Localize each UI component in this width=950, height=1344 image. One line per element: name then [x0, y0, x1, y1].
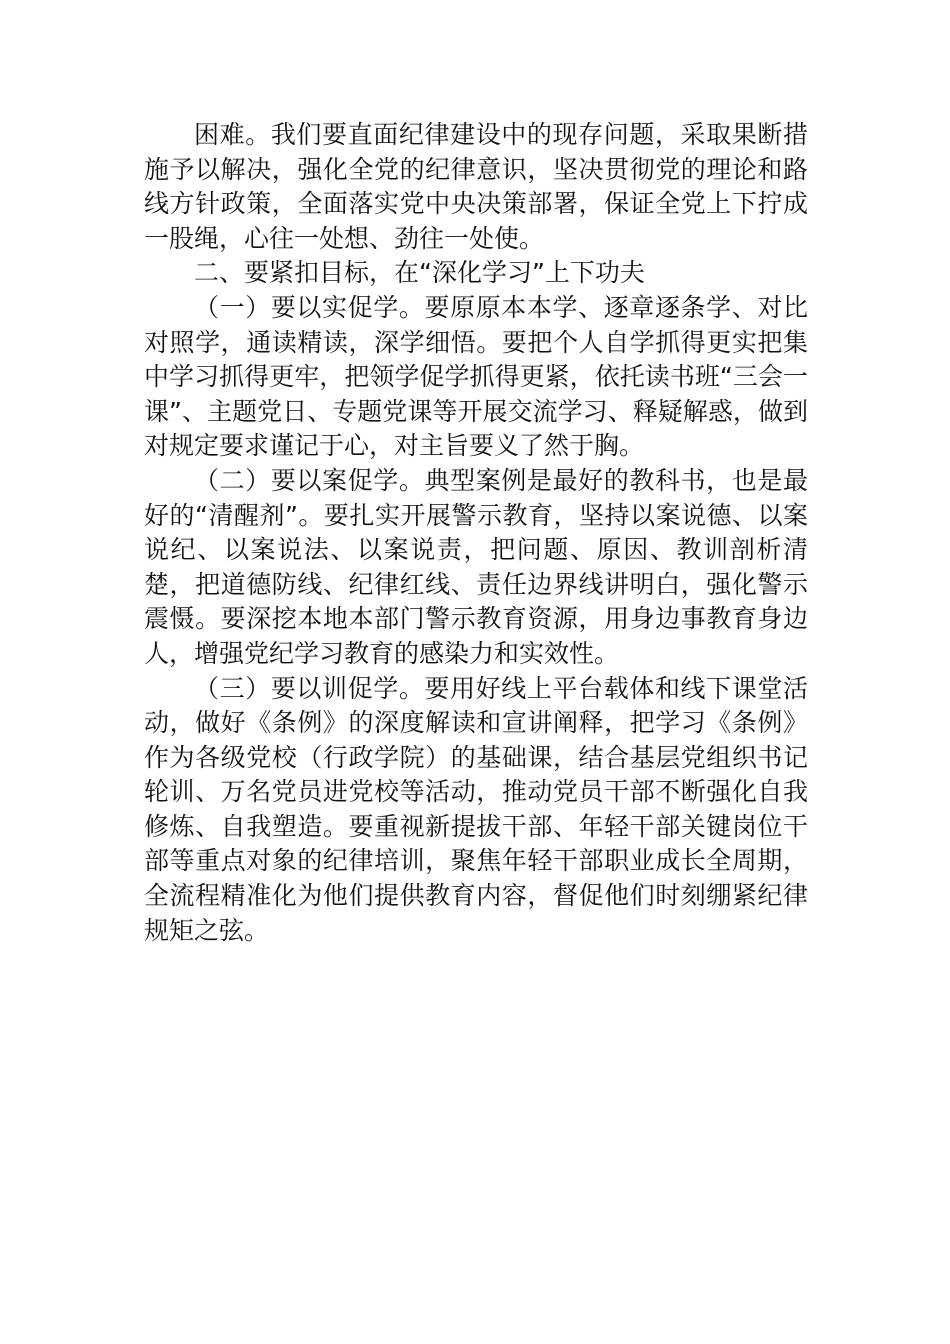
paragraph-study-by-practice: （一）要以实促学。要原原本本学、逐章逐条学、对比对照学，通读精读，深学细悟。要把个人自学抓得更实把集中学习抓得更牢，把领学促学抓得更紧，依托读书班“三会一课”、主题党日、专题党课等开展交流学习、释疑解惑，做到对规定要求谨记于心，对主旨要义了然于胸。	[144, 292, 808, 461]
paragraph-continuation: 困难。我们要直面纪律建设中的现存问题，采取果断措施予以解决，强化全党的纪律意识，坚决贯彻党的理论和路线方针政策，全面落实党中央决策部署，保证全党上下拧成一股绳，心往一处想、劲往一处使。	[144, 120, 808, 253]
paragraph-study-by-training: （三）要以训促学。要用好线上平台载体和线下课堂活动，做好《条例》的深度解读和宣讲阐释，把学习《条例》作为各级党校（行政学院）的基础课，结合基层党组织书记轮训、万名党员进党校等活动，推动党员干部不断强化自我修炼、自我塑造。要重视新提拔干部、年轻干部关键岗位干部等重点对象的纪律培训，聚焦年轻干部职业成长全周期，全流程精准化为他们提供教育内容，督促他们时刻绷紧纪律规矩之弦。	[144, 673, 808, 945]
section-heading: 二、要紧扣目标，在“深化学习”上下功夫	[194, 258, 645, 288]
document-body	[144, 118, 808, 948]
paragraph-study-by-cases: （二）要以案促学。典型案例是最好的教科书，也是最好的“清醒剂”。要扎实开展警示教育，坚持以案说德、以案说纪、以案说法、以案说责，把问题、原因、教训剖析清楚，把道德防线、纪律红线、责任边界线讲明白，强化警示震慑。要深挖本地本部门警示教育资源，用身边事教育身边人，增强党纪学习教育的感染力和实效性。	[144, 465, 808, 668]
